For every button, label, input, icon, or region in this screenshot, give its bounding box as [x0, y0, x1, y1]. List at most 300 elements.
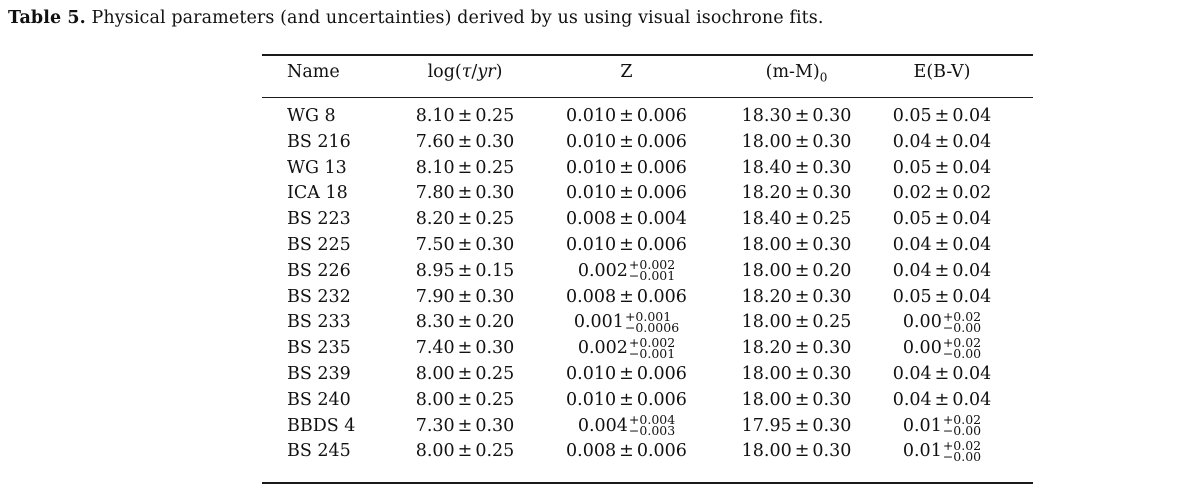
plus-minus: ±: [794, 157, 810, 178]
cell-ebv: [878, 156, 1006, 182]
age-value: [416, 336, 515, 362]
dm-value: [742, 336, 852, 362]
cell-age: [390, 439, 540, 465]
value: 0.05: [892, 209, 932, 230]
age-value: [416, 285, 515, 311]
value: 8.00: [415, 441, 455, 462]
plus-minus: ±: [794, 106, 810, 126]
cell-name: BS 225: [287, 234, 351, 255]
value: 0.004: [577, 415, 628, 436]
upper-error: +0.02: [942, 334, 982, 350]
table-row: [0, 259, 1200, 285]
age-value: [416, 104, 515, 130]
value: 18.00: [741, 441, 792, 462]
value: 18.00: [741, 312, 792, 333]
asym-errors: [942, 412, 982, 439]
cell-distance-modulus: [718, 310, 875, 336]
dm-value: [742, 156, 852, 182]
header-age-yr: yr: [477, 62, 496, 82]
cell-age: [390, 259, 540, 285]
cell-z: [548, 285, 705, 311]
plus-minus: ±: [794, 183, 810, 204]
table-row: [0, 156, 1200, 182]
cell-age: [390, 362, 540, 388]
cell-name: BS 226: [287, 260, 351, 281]
header-age-suffix: ): [495, 62, 503, 82]
upper-error: +0.02: [942, 437, 982, 453]
cell-z: [548, 310, 705, 336]
cell-distance-modulus: [718, 439, 875, 465]
cell-distance-modulus: [718, 414, 875, 440]
plus-minus: ±: [457, 415, 473, 436]
uncertainty: 0.004: [636, 209, 687, 230]
plus-minus: ±: [619, 106, 634, 126]
uncertainty: 0.30: [812, 441, 852, 462]
z-value: [566, 130, 687, 156]
age-value: [416, 207, 515, 233]
lower-error: −0.00: [942, 423, 982, 439]
plus-minus: ±: [794, 131, 810, 152]
lower-error: −0.00: [942, 319, 982, 335]
dm-value: [742, 388, 852, 414]
z-value: [566, 233, 687, 259]
uncertainty: 0.006: [636, 157, 687, 178]
age-value: [416, 233, 515, 259]
value: 8.10: [415, 106, 455, 126]
plus-minus: ±: [619, 131, 634, 152]
dm-value: [742, 181, 852, 207]
uncertainty: 0.30: [475, 338, 515, 359]
value: 18.40: [741, 157, 792, 178]
cell-distance-modulus: [718, 362, 875, 388]
age-value: [416, 130, 515, 156]
table-row: [0, 362, 1200, 388]
table-body: [0, 104, 1200, 465]
cell-distance-modulus: [718, 104, 875, 130]
uncertainty: 0.02: [952, 183, 992, 204]
cell-name: ICA 18: [287, 183, 348, 204]
plus-minus: ±: [934, 183, 950, 204]
value: 18.00: [741, 363, 792, 384]
dm-value: [742, 285, 852, 311]
age-value: [416, 259, 515, 285]
z-value: [573, 308, 680, 335]
table-row: [0, 388, 1200, 414]
plus-minus: ±: [457, 183, 473, 204]
cell-name: WG 13: [287, 157, 347, 178]
value: 18.00: [741, 234, 792, 255]
ebv-value: [893, 156, 992, 182]
plus-minus: ±: [794, 312, 810, 333]
header-age: [390, 62, 540, 82]
plus-minus: ±: [619, 286, 634, 307]
plus-minus: ±: [619, 441, 634, 462]
table-row: [0, 414, 1200, 440]
cell-z: [548, 156, 705, 182]
uncertainty: 0.006: [636, 363, 687, 384]
cell-z: [548, 233, 705, 259]
uncertainty: 0.30: [812, 234, 852, 255]
uncertainty: 0.006: [636, 441, 687, 462]
cell-distance-modulus: [718, 156, 875, 182]
z-value: [566, 388, 687, 414]
cell-age: [390, 104, 540, 130]
cell-ebv: [878, 414, 1006, 440]
age-value: [416, 310, 515, 336]
age-value: [416, 388, 515, 414]
plus-minus: ±: [934, 389, 950, 410]
uncertainty: 0.04: [952, 131, 992, 152]
z-value: [566, 104, 687, 130]
cell-z: [548, 336, 705, 362]
uncertainty: 0.25: [475, 106, 515, 126]
lower-error: −0.003: [628, 423, 676, 439]
plus-minus: ±: [794, 234, 810, 255]
uncertainty: 0.006: [636, 234, 687, 255]
z-value: [566, 285, 687, 311]
dm-value: [742, 310, 852, 336]
uncertainty: 0.30: [812, 338, 852, 359]
table-label: Table 5.: [8, 8, 86, 28]
plus-minus: ±: [934, 106, 950, 126]
uncertainty: 0.30: [812, 363, 852, 384]
header-distance-modulus: [718, 62, 875, 85]
uncertainty: 0.006: [636, 183, 687, 204]
plus-minus: ±: [619, 157, 634, 178]
cell-age: [390, 336, 540, 362]
plus-minus: ±: [457, 389, 473, 410]
value: 18.00: [741, 131, 792, 152]
upper-error: +0.02: [942, 308, 982, 324]
cell-distance-modulus: [718, 130, 875, 156]
plus-minus: ±: [794, 389, 810, 410]
value: 0.002: [577, 338, 628, 359]
uncertainty: 0.30: [812, 286, 852, 307]
value: 8.30: [415, 312, 455, 333]
cell-name: BS 233: [287, 312, 351, 333]
cell-ebv: [878, 336, 1006, 362]
value: 18.20: [741, 338, 792, 359]
value: 0.04: [892, 260, 932, 281]
table-row: [0, 130, 1200, 156]
uncertainty: 0.30: [475, 415, 515, 436]
uncertainty: 0.04: [952, 209, 992, 230]
asym-errors: [942, 334, 982, 361]
ebv-value: [893, 362, 992, 388]
plus-minus: ±: [457, 260, 473, 281]
cell-z: [548, 414, 705, 440]
cell-ebv: [878, 388, 1006, 414]
cell-name: BS 216: [287, 131, 351, 152]
age-value: [416, 414, 515, 440]
lower-error: −0.001: [628, 268, 676, 284]
plus-minus: ±: [457, 286, 473, 307]
cell-ebv: [878, 362, 1006, 388]
cell-ebv: [878, 130, 1006, 156]
uncertainty: 0.30: [475, 131, 515, 152]
value: 0.05: [892, 106, 932, 126]
uncertainty: 0.04: [952, 260, 992, 281]
cell-distance-modulus: [718, 259, 875, 285]
uncertainty: 0.006: [636, 389, 687, 410]
plus-minus: ±: [457, 106, 473, 126]
top-rule: [262, 54, 1033, 56]
header-dm-main: (m-M): [765, 62, 820, 82]
uncertainty: 0.25: [475, 209, 515, 230]
ebv-value: [893, 285, 992, 311]
header-z: Z: [620, 62, 633, 82]
plus-minus: ±: [457, 441, 473, 462]
table-row: [0, 439, 1200, 465]
plus-minus: ±: [934, 157, 950, 178]
plus-minus: ±: [934, 234, 950, 255]
header-age-sep: /: [471, 62, 478, 82]
cell-name: BS 245: [287, 441, 351, 462]
dm-value: [742, 104, 852, 130]
value: 7.60: [415, 131, 455, 152]
table-row: [0, 310, 1200, 336]
upper-error: +0.002: [628, 257, 676, 273]
z-value: [577, 412, 676, 439]
dm-value: [742, 439, 852, 465]
bottom-rule: [262, 482, 1033, 484]
uncertainty: 0.30: [475, 183, 515, 204]
value: 7.80: [415, 183, 455, 204]
upper-error: +0.001: [624, 308, 672, 324]
ebv-value: [893, 104, 992, 130]
plus-minus: ±: [619, 389, 634, 410]
plus-minus: ±: [457, 234, 473, 255]
age-value: [416, 181, 515, 207]
value: 0.00: [902, 312, 942, 333]
plus-minus: ±: [457, 312, 473, 333]
plus-minus: ±: [794, 415, 810, 436]
uncertainty: 0.006: [636, 286, 687, 307]
z-value: [566, 181, 687, 207]
uncertainty: 0.25: [475, 363, 515, 384]
plus-minus: ±: [457, 157, 473, 178]
uncertainty: 0.04: [952, 389, 992, 410]
z-value: [566, 362, 687, 388]
plus-minus: ±: [934, 131, 950, 152]
value: 7.50: [415, 234, 455, 255]
value: 18.20: [741, 286, 792, 307]
cell-distance-modulus: [718, 336, 875, 362]
cell-name: BS 235: [287, 338, 351, 359]
uncertainty: 0.04: [952, 286, 992, 307]
header-rule: [262, 97, 1033, 98]
cell-ebv: [878, 310, 1006, 336]
asym-errors: [942, 437, 982, 464]
uncertainty: 0.30: [475, 234, 515, 255]
value: 0.010: [566, 183, 617, 204]
plus-minus: ±: [619, 209, 634, 230]
table-row: [0, 181, 1200, 207]
table-row: [0, 285, 1200, 311]
value: 0.01: [902, 441, 942, 462]
value: 0.00: [902, 338, 942, 359]
uncertainty: 0.30: [812, 106, 852, 126]
value: 0.010: [566, 234, 617, 255]
z-value: [566, 156, 687, 182]
plus-minus: ±: [794, 363, 810, 384]
plus-minus: ±: [794, 286, 810, 307]
dm-value: [742, 130, 852, 156]
cell-age: [390, 285, 540, 311]
cell-distance-modulus: [718, 388, 875, 414]
plus-minus: ±: [794, 209, 810, 230]
uncertainty: 0.006: [636, 131, 687, 152]
cell-age: [390, 233, 540, 259]
cell-age: [390, 156, 540, 182]
plus-minus: ±: [934, 209, 950, 230]
z-value: [566, 439, 687, 465]
value: 18.00: [741, 260, 792, 281]
ebv-value: [902, 334, 982, 361]
uncertainty: 0.30: [812, 183, 852, 204]
cell-name: BS 239: [287, 363, 351, 384]
plus-minus: ±: [457, 131, 473, 152]
dm-value: [742, 362, 852, 388]
asym-errors: [942, 308, 982, 335]
value: 0.010: [566, 389, 617, 410]
cell-z: [548, 104, 705, 130]
cell-ebv: [878, 104, 1006, 130]
uncertainty: 0.30: [812, 131, 852, 152]
value: 0.01: [902, 415, 942, 436]
plus-minus: ±: [457, 363, 473, 384]
header-age-prefix: log(: [427, 62, 462, 82]
ebv-value: [893, 207, 992, 233]
cell-name: BBDS 4: [287, 415, 356, 436]
table-row: [0, 336, 1200, 362]
cell-z: [548, 259, 705, 285]
uncertainty: 0.20: [475, 312, 515, 333]
value: 8.95: [415, 260, 455, 281]
plus-minus: ±: [619, 183, 634, 204]
value: 0.04: [892, 234, 932, 255]
header-ebv: E(B-V): [913, 62, 971, 82]
dm-value: [742, 233, 852, 259]
upper-error: +0.004: [628, 412, 676, 428]
lower-error: −0.00: [942, 448, 982, 464]
cell-z: [548, 130, 705, 156]
table-caption: [8, 8, 824, 28]
asym-errors: [628, 257, 676, 284]
cell-name: WG 8: [287, 106, 336, 126]
value: 18.30: [741, 106, 792, 126]
uncertainty: 0.006: [636, 106, 687, 126]
age-value: [416, 439, 515, 465]
uncertainty: 0.04: [952, 106, 992, 126]
value: 0.02: [892, 183, 932, 204]
dm-value: [742, 414, 852, 440]
z-value: [577, 334, 676, 361]
value: 18.40: [741, 209, 792, 230]
cell-z: [548, 207, 705, 233]
value: 0.002: [577, 260, 628, 281]
uncertainty: 0.04: [952, 157, 992, 178]
cell-z: [548, 439, 705, 465]
cell-name: BS 223: [287, 209, 351, 230]
plus-minus: ±: [794, 441, 810, 462]
cell-z: [548, 362, 705, 388]
cell-name: BS 240: [287, 389, 351, 410]
cell-distance-modulus: [718, 285, 875, 311]
cell-ebv: [878, 207, 1006, 233]
value: 18.00: [741, 389, 792, 410]
value: 0.04: [892, 389, 932, 410]
cell-age: [390, 207, 540, 233]
value: 0.04: [892, 131, 932, 152]
ebv-value: [893, 130, 992, 156]
upper-error: +0.002: [628, 334, 676, 350]
cell-ebv: [878, 233, 1006, 259]
uncertainty: 0.25: [475, 157, 515, 178]
plus-minus: ±: [794, 260, 810, 281]
uncertainty: 0.25: [475, 441, 515, 462]
value: 0.010: [566, 131, 617, 152]
ebv-value: [902, 437, 982, 464]
cell-age: [390, 181, 540, 207]
value: 8.00: [415, 363, 455, 384]
value: 7.40: [415, 338, 455, 359]
plus-minus: ±: [457, 209, 473, 230]
asym-errors: [628, 412, 676, 439]
value: 0.010: [566, 363, 617, 384]
value: 7.30: [415, 415, 455, 436]
plus-minus: ±: [794, 338, 810, 359]
header-name: Name: [287, 62, 340, 82]
age-value: [416, 156, 515, 182]
uncertainty: 0.30: [812, 157, 852, 178]
value: 0.010: [566, 157, 617, 178]
cell-age: [390, 310, 540, 336]
value: 7.90: [415, 286, 455, 307]
dm-value: [742, 259, 852, 285]
uncertainty: 0.30: [812, 415, 852, 436]
z-value: [577, 257, 676, 284]
value: 0.008: [566, 209, 617, 230]
uncertainty: 0.30: [812, 389, 852, 410]
cell-z: [548, 181, 705, 207]
header-dm-sub: 0: [819, 70, 828, 85]
cell-ebv: [878, 285, 1006, 311]
cell-z: [548, 388, 705, 414]
lower-error: −0.0006: [624, 319, 680, 335]
plus-minus: ±: [934, 363, 950, 384]
value: 8.10: [415, 157, 455, 178]
asym-errors: [628, 334, 676, 361]
ebv-value: [893, 233, 992, 259]
lower-error: −0.00: [942, 345, 982, 361]
uncertainty: 0.25: [812, 209, 852, 230]
plus-minus: ±: [457, 338, 473, 359]
plus-minus: ±: [934, 260, 950, 281]
uncertainty: 0.20: [812, 260, 852, 281]
lower-error: −0.001: [628, 345, 676, 361]
value: 0.05: [892, 157, 932, 178]
dm-value: [742, 207, 852, 233]
ebv-value: [893, 388, 992, 414]
value: 0.001: [573, 312, 624, 333]
value: 18.20: [741, 183, 792, 204]
cell-distance-modulus: [718, 181, 875, 207]
value: 0.04: [892, 363, 932, 384]
cell-name: BS 232: [287, 286, 351, 307]
uncertainty: 0.30: [475, 286, 515, 307]
table-row: [0, 233, 1200, 259]
